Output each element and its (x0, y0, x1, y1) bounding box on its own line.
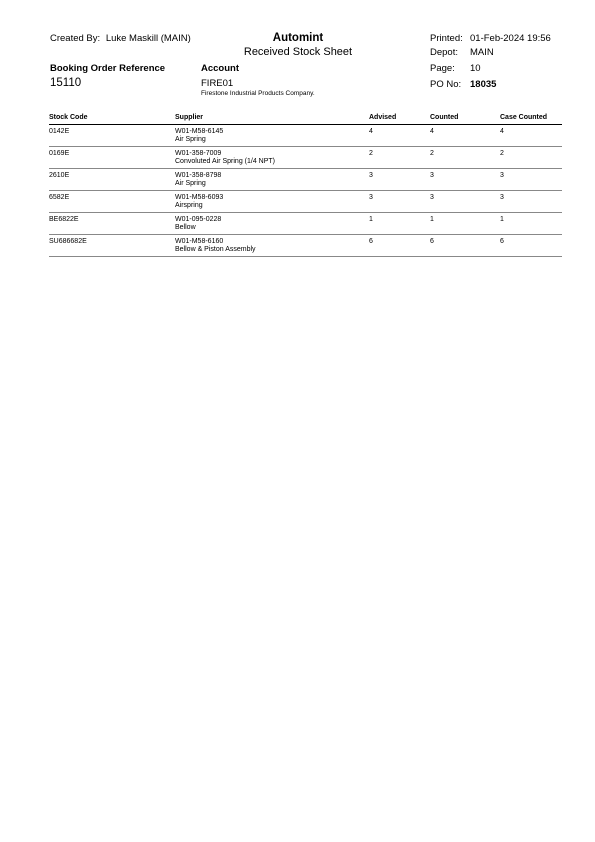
stock-code-cell: 0142E (49, 128, 70, 135)
printed-value: 01-Feb-2024 19:56 (470, 33, 551, 44)
stock-code-cell: SU686682E (49, 238, 87, 245)
supplier-code-cell: W01-358-8798 (175, 172, 222, 179)
account-name: Firestone Industrial Products Company. (201, 90, 315, 97)
page-number: 10 (470, 63, 481, 74)
counted-cell: 2 (430, 150, 434, 157)
advised-cell: 3 (369, 172, 373, 179)
supplier-code-cell: W01-095-0228 (175, 216, 222, 223)
header-stock-code: Stock Code (49, 114, 88, 121)
company-name: Automint (272, 32, 324, 44)
description-cell: Convoluted Air Spring (1/4 NPT) (175, 158, 275, 165)
page-label: Page: (430, 63, 455, 74)
supplier-code-cell: W01-358-7009 (175, 150, 222, 157)
case-counted-cell: 1 (500, 216, 504, 223)
counted-cell: 3 (430, 194, 434, 201)
description-cell: Bellow & Piston Assembly (175, 246, 256, 253)
case-counted-cell: 2 (500, 150, 504, 157)
table-row (49, 147, 562, 169)
table-row (49, 191, 562, 213)
sheet-title: Received Stock Sheet (243, 46, 353, 58)
po-label: PO No: (430, 79, 462, 90)
case-counted-cell: 3 (500, 172, 504, 179)
header-supplier: Supplier (175, 114, 204, 121)
table-row (49, 235, 562, 257)
created-by (50, 33, 191, 44)
advised-cell: 1 (369, 216, 373, 223)
counted-cell: 4 (430, 128, 434, 135)
stock-table (49, 114, 562, 257)
case-counted-cell: 6 (500, 238, 504, 245)
depot-label: Depot: (430, 47, 458, 58)
description-cell: Air Spring (175, 136, 206, 143)
created-by-value: Luke Maskill (MAIN) (105, 33, 191, 44)
counted-cell: 3 (430, 172, 434, 179)
table-row (49, 169, 562, 191)
counted-cell: 6 (430, 238, 434, 245)
account-label: Account (201, 63, 239, 74)
advised-cell: 6 (369, 238, 373, 245)
advised-cell: 4 (369, 128, 373, 135)
stock-code-cell: BE6822E (49, 216, 79, 223)
printed-label: Printed: (430, 33, 463, 44)
advised-cell: 2 (369, 150, 373, 157)
depot-value: MAIN (470, 47, 494, 58)
supplier-code-cell: W01-M58-6145 (175, 128, 224, 135)
table-header (49, 114, 562, 125)
description-cell: Airspring (175, 202, 203, 209)
description-cell: Air Spring (175, 180, 206, 187)
stock-code-cell: 6582E (49, 194, 70, 201)
po-number: 18035 (470, 79, 497, 90)
stock-code-cell: 2610E (49, 172, 70, 179)
header-counted: Counted (430, 114, 459, 121)
table-row (49, 125, 562, 147)
stock-code-cell: 0169E (49, 150, 70, 157)
booking-reference-label: Booking Order Reference (50, 63, 166, 74)
booking-reference-value: 15110 (50, 77, 82, 89)
supplier-code-cell: W01-M58-6160 (175, 238, 224, 245)
counted-cell: 1 (430, 216, 434, 223)
supplier-code-cell: W01-M58-6093 (175, 194, 224, 201)
header-advised: Advised (369, 114, 397, 121)
description-cell: Bellow (175, 224, 196, 231)
header-case-counted: Case Counted (500, 114, 548, 121)
case-counted-cell: 3 (500, 194, 504, 201)
account-code: FIRE01 (201, 78, 234, 89)
advised-cell: 3 (369, 194, 373, 201)
created-by-label: Created By: (50, 33, 101, 44)
case-counted-cell: 4 (500, 128, 504, 135)
table-row (49, 213, 562, 235)
